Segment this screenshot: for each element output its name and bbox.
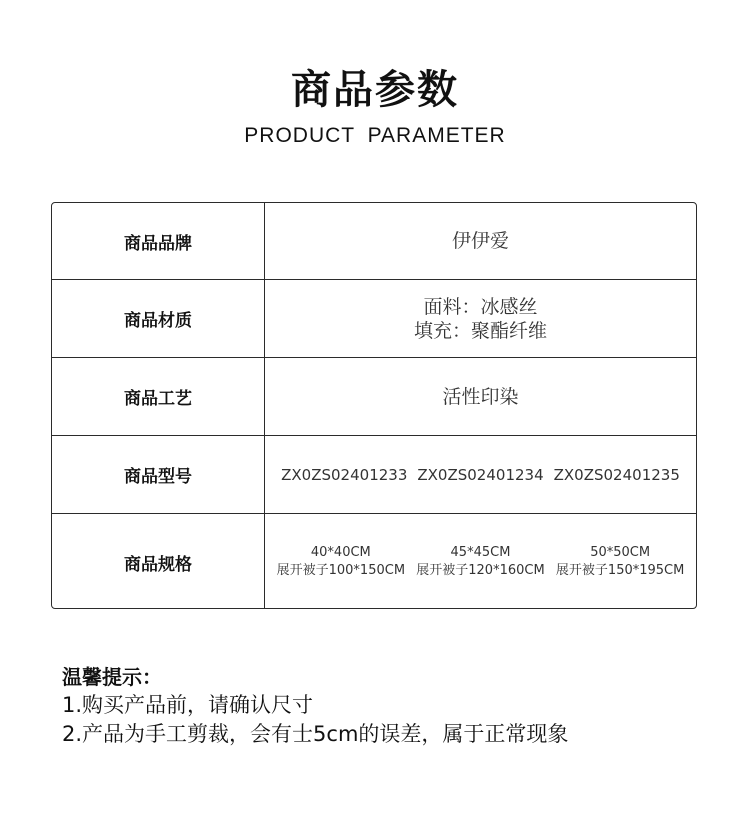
- tip-line: 2.产品为手工剪裁，会有士5cm的误差，属于正常现象: [62, 722, 569, 746]
- spec-detail: 展开被子150*195CM: [555, 563, 685, 578]
- craft-label: 商品工艺: [52, 358, 265, 435]
- spec-value: [265, 514, 696, 609]
- parameter-table: [51, 202, 697, 609]
- tip-line: 1.购买产品前，请确认尺寸: [62, 693, 314, 717]
- spec-size: 45*45CM: [450, 545, 511, 560]
- craft-value: 活性印染: [442, 385, 519, 408]
- material-value: [265, 280, 696, 357]
- spec-detail: 展开被子120*160CM: [416, 563, 545, 578]
- page-title: 商品参数: [291, 67, 459, 113]
- brand-value: 伊伊爱: [451, 230, 509, 252]
- spec-item: [416, 544, 544, 580]
- model-value: [265, 436, 696, 513]
- spec-size: 40*40CM: [310, 545, 371, 560]
- spec-item: [556, 544, 684, 580]
- model-number: ZX0ZS02401235: [553, 465, 680, 484]
- brand-label: 商品品牌: [52, 203, 265, 279]
- page-subtitle: PRODUCT PARAMETER: [244, 124, 506, 147]
- spec-label: 商品规格: [52, 514, 265, 609]
- row-craft: [52, 358, 696, 436]
- row-brand: [52, 203, 696, 280]
- spec-item: [277, 544, 405, 580]
- model-label: 商品型号: [52, 436, 265, 513]
- model-number: ZX0ZS02401233: [281, 465, 408, 484]
- tips-heading: 温馨提示：: [62, 665, 162, 689]
- tips-section: [62, 663, 568, 749]
- spec-size: 50*50CM: [590, 545, 651, 560]
- material-fabric: 面料：冰感丝: [423, 295, 538, 318]
- row-model: [52, 436, 696, 514]
- row-spec: [52, 514, 696, 609]
- model-number: ZX0ZS02401234: [417, 465, 544, 484]
- spec-detail: 展开被子100*150CM: [276, 563, 406, 578]
- material-filling: 填充：聚酯纤维: [413, 319, 547, 342]
- row-material: [52, 280, 696, 358]
- material-label: 商品材质: [52, 280, 265, 357]
